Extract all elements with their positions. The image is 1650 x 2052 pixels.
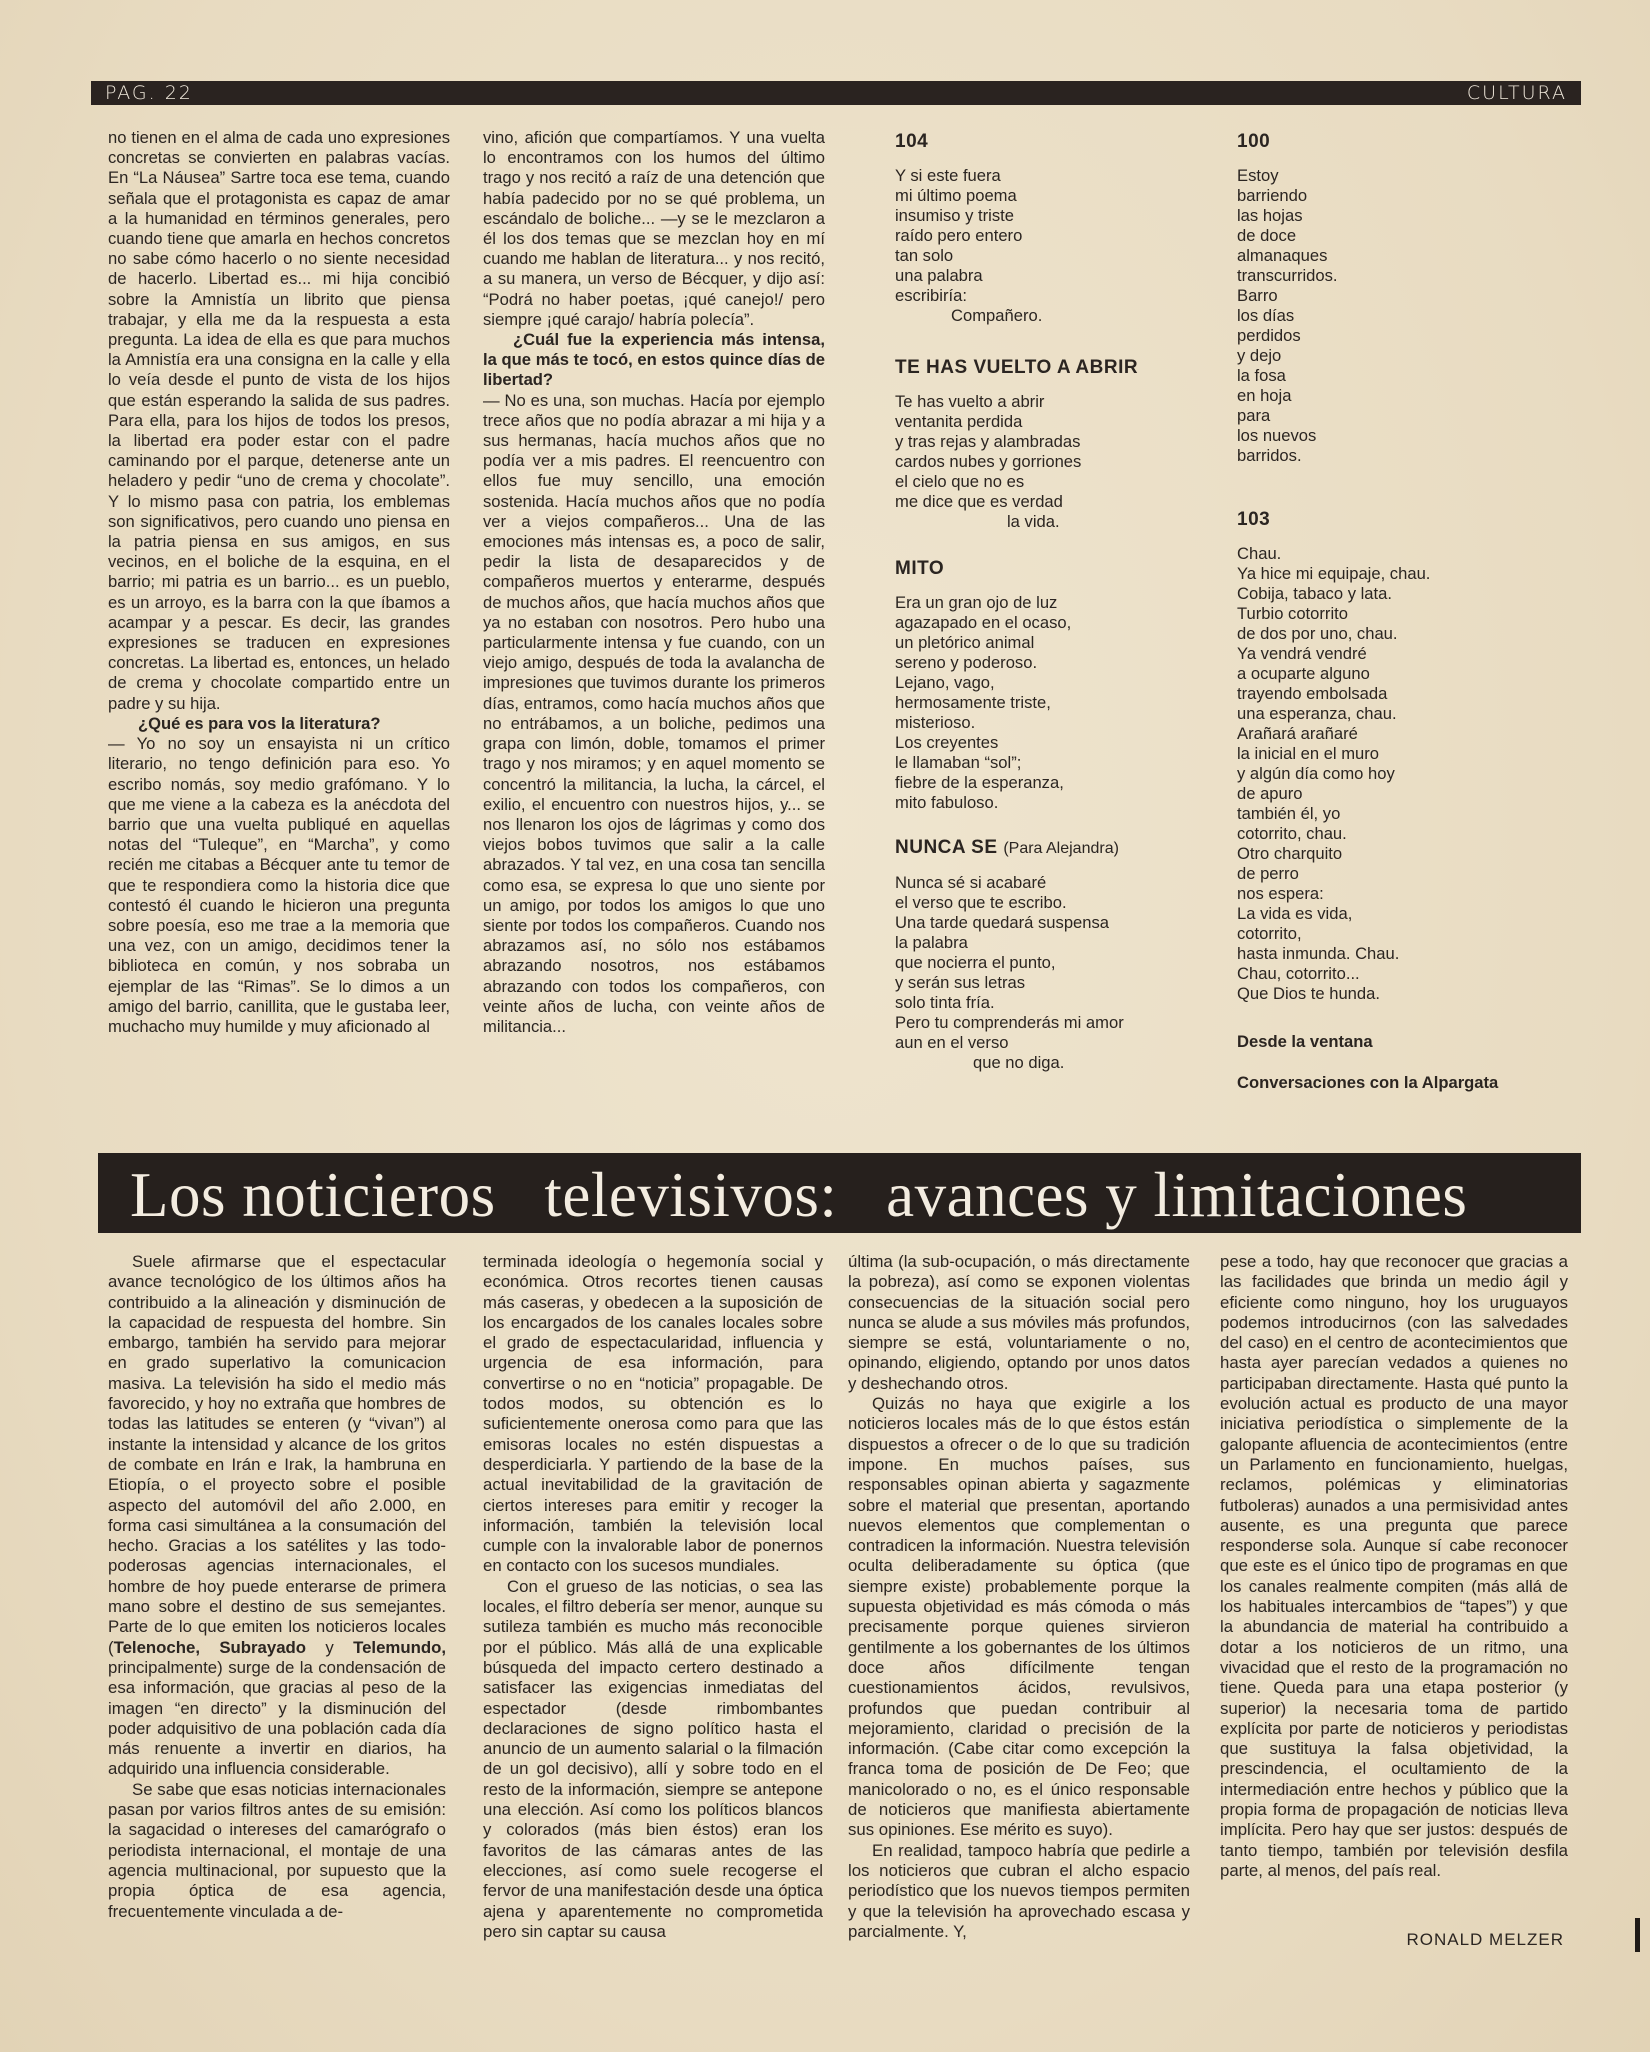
poem-line: agazapado en el ocaso, — [895, 613, 1072, 632]
paragraph: terminada ideología o hegemonía social y económica. Otros recortes tienen causas más caseras, y obedecen a la suposición de los encargados de los canales locales sobre el grado de espectacularidad, influencia y urgencia de esa información, para convertirse o no en “noticia” propagable. De todos modos, su obtención es lo suficientemente onerosa como para que las emisoras locales no estén dispuestas a desperdiciarla. Y partiendo de la base de la actual inevitabilidad de la gravitación de ciertos intereses para emitir y recoger la información, también la televisión local cumple con la invalorable labor de ponernos en contacto con los sucesos mundiales. — [483, 1252, 823, 1576]
poem-line: Compañero. — [951, 306, 1043, 325]
poem-line: le llamaban “sol”; — [895, 753, 1022, 772]
interview-question: ¿Qué es para vos la literatura? — [138, 713, 381, 733]
poem-line: y dejo — [1237, 346, 1282, 365]
poem-mito — [895, 559, 1071, 813]
article-column-4 — [1220, 1252, 1568, 1881]
paragraph: Se sabe que esas noticias internacionales pasan por varios filtros antes de su emisión: la sagacidad o intereses del camarógrafo o periodista internacional, el montaje de una agencia multinacional, por supuesto que la propia óptica de esa agencia, frecuentemente vinculada a de- — [108, 1779, 446, 1921]
paragraph: última (la sub-ocupación, o más directamente la pobreza), así como se exponen violentas consecuencias de la situación social pero nunca se alude a sus móviles más profundos, siempre se está, voluntariamente o no, opinando, eligiendo, optando por unos datos y deshechando otros. — [848, 1252, 1190, 1393]
poem-line: La vida es vida, — [1237, 904, 1353, 923]
poem-line: cotorrito, — [1237, 924, 1302, 943]
poem-line: Ya vendrá vendré — [1237, 644, 1367, 663]
page-number: PAG. 22 — [105, 82, 193, 104]
poem-title — [895, 838, 1124, 859]
poem-line: sereno y poderoso. — [895, 653, 1038, 672]
poem-line: almanaques — [1237, 246, 1328, 265]
poem-line: Estoy — [1237, 166, 1279, 185]
article-headline: Los noticieros televisivos: avances y limitaciones — [130, 1160, 1468, 1230]
program-names: Telenoche, Subrayado — [113, 1637, 307, 1657]
poem-source: Conversaciones con la Alpargata — [1237, 1073, 1499, 1092]
poem-te-has-vuelto-a-abrir — [895, 358, 1138, 532]
poem-line: barridos. — [1237, 446, 1302, 465]
poem-lines — [895, 392, 1138, 512]
paragraph — [108, 1252, 446, 1780]
poem-line: Nunca sé si acabaré — [895, 873, 1047, 892]
poem-line: misterioso. — [895, 713, 976, 732]
poem-title-text: NUNCA SE — [895, 837, 998, 858]
poem-line: y tras rejas y alambradas — [895, 432, 1081, 451]
paragraph: Con el grueso de las noticias, o sea las locales, el filtro debería ser menor, aunque su sutileza también es mucho más reconocible por el público. Más allá de una explicable búsqueda del impacto certero destinado a satisfacer las exigencias inmediatas del espectador (desde rimbombantes declaraciones de signo político hasta el anuncio de un aumento salarial o la filmación de un gol decisivo), allí y sobre todo en el resto de la información, siempre se antepone una elección. Así como los políticos blancos y colorados (más bien éstos) eran los favoritos de las cámaras antes de las elecciones, así como suele recogerse el fervor de una manifestación desde una óptica ajena y aparentemente no comprometida pero sin captar su causa — [483, 1576, 823, 1941]
poem-nunca-se — [895, 838, 1124, 1073]
poem-lines — [895, 166, 1042, 306]
poem-line: Era un gran ojo de luz — [895, 593, 1058, 612]
poem-line: las hojas — [1237, 206, 1303, 225]
poem-line: de doce — [1237, 226, 1297, 245]
poem-line: transcurridos. — [1237, 266, 1338, 285]
poem-line: Y si este fuera — [895, 166, 1001, 185]
paragraph: Quizás no haya que exigirle a los noticieros locales más de lo que éstos están dispuestos a ofrecer o de lo que su tradición impone. En muchos países, sus responsables opinan abierta y sagazmente sobre el material que presentan, aportando nuevos elementos que complementan o contradicen la información. Nuestra televisión oculta deliberadamente su óptica (que siempre existe) probablemente porque la supuesta objetividad es más cómoda o más precisamente porque quienes sirvieron gentilmente a los gobernantes de los últimos doce años difícilmente tengan cuestionamientos ácidos, revulsivos, profundos que puedan contribuir al mejoramiento, claridad o precisión de la información. (Cabe citar como excepción la franca toma de posición de De Feo; que manicolorado o no, es el único responsable de noticieros que manifiesta abiertamente sus opiniones. Ese mérito es suyo). — [848, 1394, 1190, 1840]
poem-line: en hoja — [1237, 386, 1292, 405]
poem-line: y algún día como hoy — [1237, 764, 1395, 783]
text: principalmente) surge de la condensación de esa información, que gracias al peso de la imagen “en directo” y la disminución del poder adquisitivo de una población cada día más renuente a invertir en diarios, ha adquirido una influencia considerable. — [108, 1657, 446, 1779]
poem-line: la vida. — [1007, 512, 1060, 531]
poem-lines — [895, 873, 1124, 1053]
poem-line: cardos nubes y gorriones — [895, 452, 1082, 471]
poem-line: una palabra — [895, 266, 983, 285]
poem-100 — [1237, 132, 1338, 466]
paragraph: — Yo no soy un ensayista ni un crítico literario, no tengo definición para eso. Yo escribo nomás, soy medio grafómano. Y lo que me viene a la cabeza es la anécdota del barrio que una vuelta publiqué en aquellas notas del “Tuleque”, en “Marcha”, y como recién me citabas a Bécquer ante tu temor de que te respondiera como la historia dice que contestó él cuando le hicieron una pregunta sobre poesía, eso me trae a la memoria que una vez, con un amigo, decidimos tener la biblioteca en común, y nos sobraba un ejemplar de las “Rimas”. Se lo dimos a un amigo del barrio, canillita, que le gustaba leer, muchacho muy humilde y muy aficionado al — [108, 734, 450, 1036]
poem-line: escribiría: — [895, 286, 967, 305]
poem-line: y serán sus letras — [895, 973, 1026, 992]
poem-line: ventanita perdida — [895, 412, 1023, 431]
poem-line: el cielo que no es — [895, 472, 1025, 491]
text: y — [306, 1637, 354, 1657]
edge-mark — [1635, 1918, 1640, 1952]
article-headline-band — [98, 1153, 1581, 1233]
program-name: Telemundo, — [353, 1637, 446, 1657]
poem-lines — [1237, 544, 1430, 1004]
poem-lines — [1237, 166, 1338, 466]
poem-104 — [895, 132, 1042, 326]
poem-line: que nocierra el punto, — [895, 953, 1056, 972]
poem-line: Pero tu comprenderás mi amor — [895, 1013, 1124, 1032]
paragraph: — No es una, son muchas. Hacía por ejemplo trece años que no podía abrazar a mi hija y a sus hermanas, hacía muchos años que no podía ver a mis padres. El reencuentro con ellos fue muy sencillo, una emoción sostenida. Hacía muchos años que no podía ver a viejos compañeros... Una de las emociones más intensas es, a poco de salir, pedir la lista de desaparecidos y de compañeros muertos y enterarme, después de muchos años, que hacía muchos años que ya no estaban con nosotros. Pero hubo una particularmente intensa y fue cuando, con un viejo amigo, después de toda la avalancha de impresiones que tuvimos durante los primeros días, entramos, como hacía muchos años que no entrábamos, a un boliche, pedimos una grapa con limón, doble, tomamos el primer trago y nos miramos; y en aquel momento se concentró la militancia, la lucha, la cárcel, el exilio, el encuentro con nuestros hijos, y... se nos llenaron los ojos de lágrimas y como dos viejos bobos tuvimos que salir a la calle abrazados. Y tal vez, en una cosa tan sencilla como esa, se expresa lo que uno siente por un amigo, por todos los amigos lo que uno siente por todos los compañeros. Cuando nos abrazamos así, no sólo nos estábamos abrazando nosotros, nos estábamos abrazando con todos los compañeros, con veinte años de lucha, con veinte años de militancia... — [483, 390, 825, 1036]
article-column-1 — [108, 1252, 446, 1922]
poem-dedication: (Para Alejandra) — [1003, 840, 1119, 857]
poem-line: Chau, cotorrito... — [1237, 964, 1360, 983]
poem-line: Turbio cotorrito — [1237, 604, 1348, 623]
poem-line: la fosa — [1237, 366, 1286, 385]
poem-lines — [895, 593, 1071, 813]
poem-title: 103 — [1237, 509, 1271, 530]
poem-line: me dice que es verdad — [895, 492, 1063, 511]
poem-source: Desde la ventana — [1237, 1032, 1373, 1051]
article-author: RONALD MELZER — [1406, 1930, 1564, 1949]
poem-line: Barro — [1237, 286, 1278, 305]
poem-line: la palabra — [895, 933, 968, 952]
section-name: CULTURA — [1466, 82, 1567, 104]
poem-title: TE HAS VUELTO A ABRIR — [895, 357, 1139, 378]
poem-line: raído pero entero — [895, 226, 1023, 245]
poem-line: Lejano, vago, — [895, 673, 995, 692]
poem-line: Chau. — [1237, 544, 1282, 563]
poem-line: un pletórico animal — [895, 633, 1035, 652]
paragraph: pese a todo, hay que reconocer que gracias a las facilidades que brinda un medio ágil y eficiente como ninguno, hoy los uruguayos podemos introducirnos (con las salvedades del caso) en el centro de acontecimientos que hasta ayer parecían vedados a quienes no participaban directamente. Hasta qué punto la evolución actual es producto de una mayor iniciativa periodística o simplemente de la galopante afluencia de acontecimientos (entre un Parlamento en funcionamiento, huelgas, reclamos, polémicas y eliminatorias futboleras) aunados a una permisividad antes ausente, es una pregunta que parece responderse sola. Aunque sí cabe reconocer que este es el único tipo de programas en que los canales realmente compiten (más allá de los habituales intercambios de “tapes”) y que la abundancia de material ha contribuido a dotar a los noticieros de un ritmo, una vivacidad que el resto de la programación no tiene. Queda para una etapa posterior (y superior) la necesaria toma de partido explícita por parte de noticieros y periodistas que sustituya la falsa objetividad, la prescindencia, el ocultamiento de la intermediación entre hechos y público que la propia forma de propagación de noticias lleva implícita. Pero hay que ser justos: después de tanto tiempo, también por televisión desfila parte, al menos, del país real. — [1220, 1252, 1568, 1880]
interview-question: ¿Cuál fue la experiencia más intensa, la que más te tocó, en estos quince días de libertad? — [483, 330, 825, 390]
poem-line: Otro charquito — [1237, 844, 1343, 863]
poem-line: Que Dios te hunda. — [1237, 984, 1380, 1003]
article-column-2 — [483, 1252, 823, 1942]
poem-line: el verso que te escribo. — [895, 893, 1067, 912]
poem-line: una esperanza, chau. — [1237, 704, 1397, 723]
poem-line: aun en el verso — [895, 1033, 1009, 1052]
page-header-bar — [91, 81, 1581, 105]
paragraph: no tienen en el alma de cada uno expresiones concretas se convierten en palabras vacías. En “La Náusea” Sartre toca ese tema, cuando señala que el protagonista es capaz de amar a la humanidad en términos generales, pero cuando tiene que amarla en hechos concretos no sabe cómo hacerlo o no siente necesidad de hacerlo. Libertad es... mi hija concibió sobre la Amnistía un librito que piensa trabajar, y ella me da la respuesta a esta pregunta. La idea de ella es que para muchos la Amnistía era una consigna en la calle y ella lo veía desde el punto de vista de los hijos que están esperando la salida de sus padres. Para ella, para los hijos de todos los presos, la libertad era poder estar con el padre caminando por el parque, detenerse ante un heladero y pedir “uno de crema y chocolate”. Y lo mismo pasa con patria, los emblemas son significativos, pero cuando uno piensa en la patria piensa en sus amigos, en sus vecinos, en el boliche de la esquina, en el barrio; mi patria es un barrio... es un pueblo, es un arroyo, es la barra con la que íbamos a acampar y a pescar. Es decir, las grandes expresiones se traducen en expresiones concretas. La libertad es, entonces, un helado de crema y chocolate compartido entre un padre y su hija. — [108, 128, 450, 713]
article-column-3 — [848, 1252, 1190, 1942]
poem-title: 100 — [1237, 131, 1271, 152]
poem-line: Arañará arañaré — [1237, 724, 1358, 743]
poem-line: barriendo — [1237, 186, 1308, 205]
poem-line: fiebre de la esperanza, — [895, 773, 1064, 792]
poem-line: hermosamente triste, — [895, 693, 1051, 712]
poem-title: MITO — [895, 558, 945, 579]
poem-line: tan solo — [895, 246, 954, 265]
poem-line: que no diga. — [973, 1053, 1065, 1072]
poem-line: los nuevos — [1237, 426, 1317, 445]
poem-line: cotorrito, chau. — [1237, 824, 1347, 843]
poem-line: los días — [1237, 306, 1295, 325]
poem-line: mi último poema — [895, 186, 1017, 205]
poem-line: de perro — [1237, 864, 1299, 883]
poem-line: solo tinta fría. — [895, 993, 995, 1012]
poem-line: Te has vuelto a abrir — [895, 392, 1045, 411]
text: Suele afirmarse que el espectacular avance tecnológico de los últimos años ha contribuido a la alineación y disminución de la capacidad de respuesta del hombre. Sin embargo, también ha servido para mejorar en grado superlativo la comunicacion masiva. La televisión ha sido el medio más favorecido, y hoy no extraña que hombres de todas las latitudes se enteren (y “vivan”) al instante la intensidad y alcance de los gritos de combate en Irán e Irak, la hambruna en Etiopía, o el proyecto sobre el posible aspecto del automóvil del año 2.000, en forma casi simultánea a la consumación del hecho. Gracias a los satélites y las todo-poderosas agencias internacionales, el hombre de hoy puede enterarse de primera mano sobre el destino de sus semejantes. Parte de lo que emiten los noticieros locales ( — [108, 1252, 446, 1657]
poem-line: de apuro — [1237, 784, 1303, 803]
poem-line: también él, yo — [1237, 804, 1341, 823]
poem-line: perdidos — [1237, 326, 1301, 345]
poem-title: 104 — [895, 131, 929, 152]
poem-line: la inicial en el muro — [1237, 744, 1380, 763]
interview-column-2 — [483, 128, 825, 1037]
poem-line: nos espera: — [1237, 884, 1324, 903]
poem-line: para — [1237, 406, 1271, 425]
poem-103 — [1237, 510, 1430, 1004]
poem-line: Ya hice mi equipaje, chau. — [1237, 564, 1431, 583]
poem-line: mito fabuloso. — [895, 793, 999, 812]
paragraph: vino, afición que compartíamos. Y una vuelta lo encontramos con los humos del último trago y nos recitó a raíz de una detención que había padecido por no se qué problema, un escándalo de boliche... —y se le mezclaron a él los dos temas que se mezclan hoy en mí cuando me hablan de literatura... y nos recitó, a su manera, un verso de Bécquer, y dijo así: “Podrá no haber poetas, ¡qué canejo!/ pero siempre ¡qué carajo/ habría polecía”. — [483, 128, 825, 329]
poem-line: Cobija, tabaco y lata. — [1237, 584, 1392, 603]
poem-line: trayendo embolsada — [1237, 684, 1388, 703]
poem-line: Los creyentes — [895, 733, 999, 752]
poem-line: hasta inmunda. Chau. — [1237, 944, 1400, 963]
interview-column-1 — [108, 128, 450, 1037]
poem-line: insumiso y triste — [895, 206, 1014, 225]
paragraph: En realidad, tampoco habría que pedirle a los noticieros que cubran el alcho espacio periodístico que los nuevos tiempos permiten y que la televisión ha aprovechado escasa y parcialmente. Y, — [848, 1840, 1190, 1941]
poem-line: Una tarde quedará suspensa — [895, 913, 1110, 932]
poem-line: a ocuparte alguno — [1237, 664, 1370, 683]
poem-line: de dos por uno, chau. — [1237, 624, 1398, 643]
